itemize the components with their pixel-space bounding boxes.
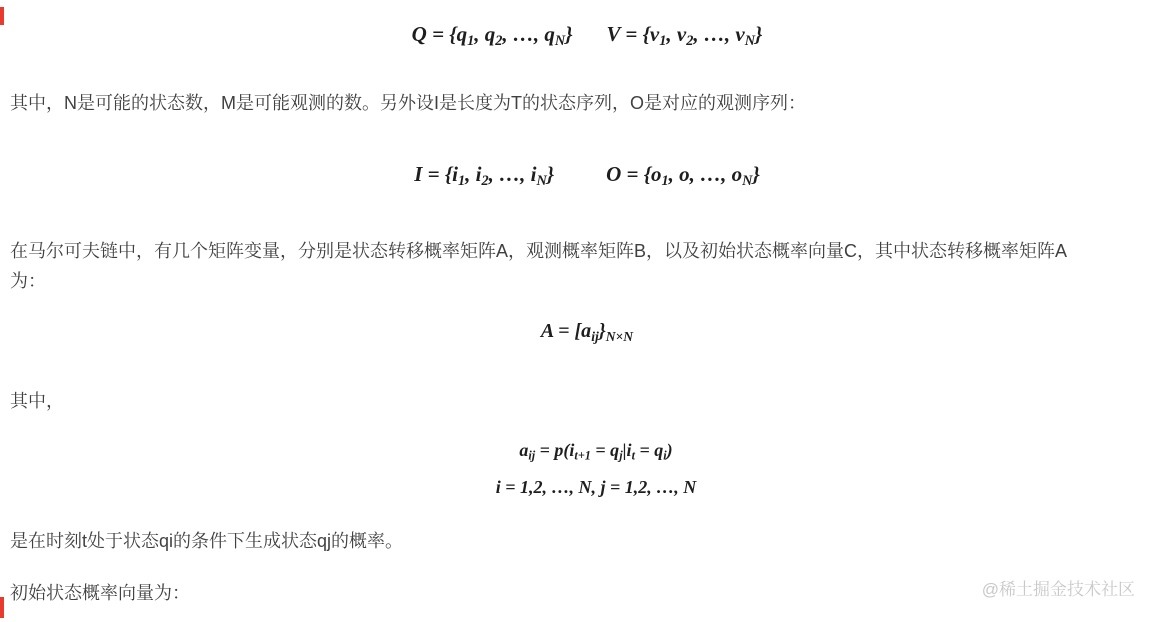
paragraph-probability-explanation: 是在时刻t处于状态qi的条件下生成状态qj的概率。 <box>10 531 404 551</box>
formula-state-observation-sets <box>0 18 1152 57</box>
formula-transition-matrix <box>0 315 1152 353</box>
paragraph-initial-vector: 初始状态概率向量为： <box>10 583 190 603</box>
formula-aij-line1: $a_{ij} = p(i_{t+1} = q_j|i_t = q_i)$ <box>519 440 673 463</box>
formula-sequence-sets <box>0 158 1152 197</box>
paragraph-qizhong: 其中， <box>10 391 64 411</box>
watermark: @稀土掘金技术社区 <box>981 580 1135 599</box>
formula-aij-line2: i = 1,2, …, N, j = 1,2, …, N <box>495 477 697 498</box>
paragraph-matrix-variables-line1: 在马尔可夫链中，有几个矩阵变量，分别是状态转移概率矩阵A，观测概率矩阵B，以及初始状态概率向量C，其中状态转移概率矩阵A <box>10 241 1068 261</box>
paragraph-matrix-variables <box>10 236 1145 296</box>
formula-o-sequence: $O = \{o_1$, o, …, $o_N$} <box>606 162 760 189</box>
paragraph-matrix-variables-line2: 为： <box>10 271 46 291</box>
formula-i-sequence: $I = \{i_1$, $i_2$, …, $i_N$} <box>414 162 555 189</box>
formula-q-set: $Q = \{q_1$, $q_2$, …, $q_N$} <box>411 22 573 49</box>
edge-marker-bottom <box>0 597 4 618</box>
formula-aij-definition <box>0 434 1152 503</box>
formula-v-set: $V = \{v_1$, $v_2$, …, $v_N$} <box>606 22 763 49</box>
formula-a-matrix: $A = [a_{ij}\}_{N\times N}$ <box>540 320 634 344</box>
paragraph-nm-definition: 其中，N是可能的状态数，M是可能观测的数。另外设I是长度为T的状态序列，O是对应的观测序列： <box>10 93 806 113</box>
